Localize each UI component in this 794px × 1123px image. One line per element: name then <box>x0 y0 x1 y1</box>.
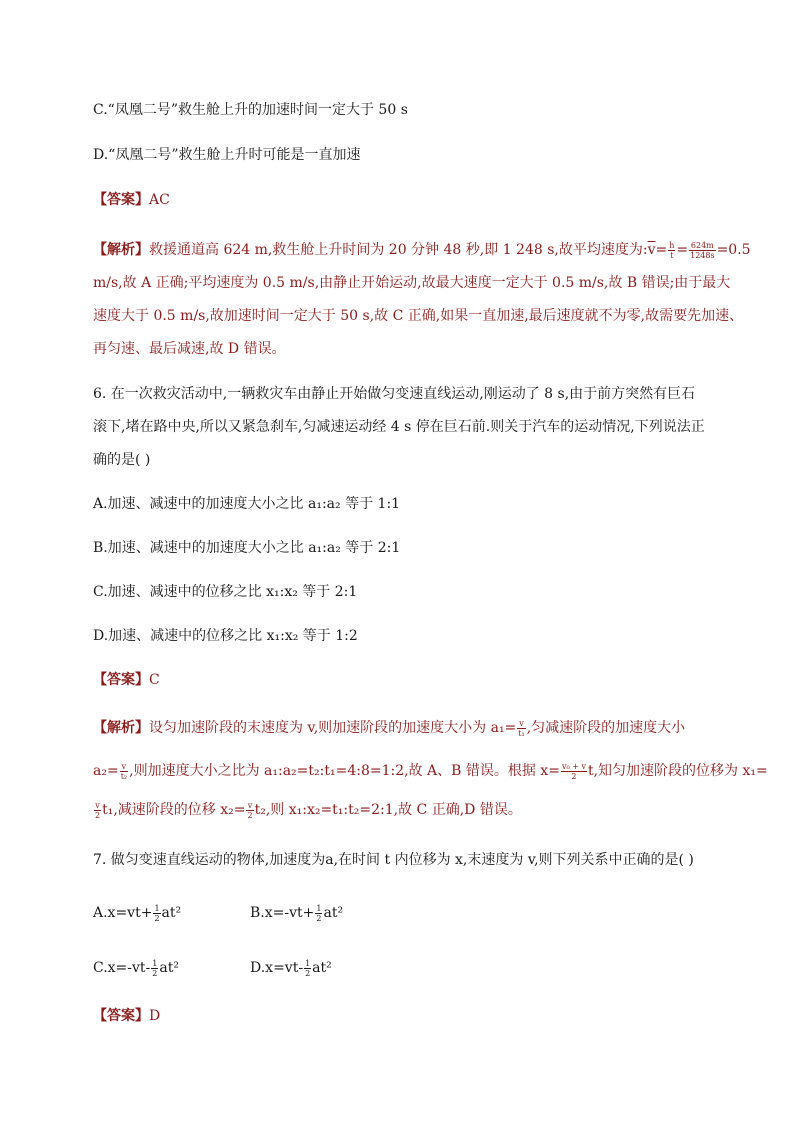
equals-1: = <box>655 242 668 258</box>
equals-2: = <box>676 242 689 258</box>
option-b-prefix: B.x=-vt+ <box>250 905 315 921</box>
fraction-v-over-2 <box>94 801 101 820</box>
option-b-tail: at² <box>323 905 344 921</box>
frac-den: 2 <box>316 913 322 923</box>
q6-stem-line-1: 6. 在一次救灾活动中,一辆救灾车由静止开始做匀变速直线运动,刚运动了 8 s,由于前方突然有巨石 <box>93 386 696 402</box>
frac-num: v <box>247 800 253 810</box>
fraction-v-over-2b <box>246 801 253 820</box>
q7-option-b <box>250 903 343 923</box>
answer-label: 【答案】 <box>93 672 149 688</box>
frac-den: 2 <box>305 968 311 978</box>
q6-analysis-text-3b: t₂,则 x₁:x₂=t₁:t₂=2:1,故 C 正确,D 错误。 <box>254 802 522 818</box>
q7-answer-value: D <box>149 1008 161 1024</box>
q7-option-d <box>250 958 332 978</box>
fraction-v-over-t1 <box>517 719 525 738</box>
q6-stem-line-2: 滚下,堵在路中央,所以又紧急刹车,匀减速运动经 4 s 停在巨石前.则关于汽车的运动情况,下列说法正 <box>93 419 705 435</box>
frac-num: 1 <box>152 958 158 968</box>
q7-options-row-2 <box>93 958 701 978</box>
q6-stem-line-3: 确的是( ) <box>93 452 151 468</box>
frac-den: 2 <box>571 771 577 781</box>
q6-answer-value: C <box>149 672 160 688</box>
frac-num: v₀ + v <box>561 761 586 771</box>
answer-label: 【答案】 <box>93 192 149 208</box>
q6-analysis-text-1b: ,匀减速阶段的加速度大小 <box>526 720 686 736</box>
frac-num: 1 <box>305 958 311 968</box>
q6-option-b: B.加速、减速中的加速度大小之比 a₁:a₂ 等于 2:1 <box>93 540 401 556</box>
frac-num: v <box>121 761 127 771</box>
frac-num: v <box>519 718 524 728</box>
q5-option-d: D.“凤凰二号”救生舱上升时可能是一直加速 <box>93 147 361 163</box>
fraction-v0-plus-v-over-2 <box>561 762 587 781</box>
q6-analysis-line-3 <box>93 800 701 820</box>
q6-analysis-line-2 <box>93 761 768 781</box>
fraction-624-over-1248 <box>689 241 715 260</box>
analysis-label: 【解析】 <box>93 242 149 258</box>
q6-analysis-text-3a: t₁,减速阶段的位移 x₂= <box>102 802 246 818</box>
frac-num: 624m <box>690 240 714 250</box>
q5-analysis-line-2: m/s,故 A 正确;平均速度为 0.5 m/s,由静止开始运动,故最大速度一定大于 0.5 m/s,故 B 错误;由于最大 <box>93 275 731 291</box>
frac-den: 2 <box>247 810 253 820</box>
option-c-tail: at² <box>159 960 179 976</box>
option-d-prefix: D.x=vt- <box>250 960 304 976</box>
frac-den: 1248s <box>690 250 715 260</box>
frac-den: 2 <box>154 913 160 923</box>
fraction-one-half <box>304 959 311 978</box>
q7-stem: 7. 做匀变速直线运动的物体,加速度为a,在时间 t 内位移为 x,末速度为 v,则下列关系中正确的是( ) <box>93 852 694 868</box>
fraction-one-half <box>315 904 322 923</box>
q5-option-c: C.“凤凰二号”救生舱上升的加速时间一定大于 50 s <box>93 102 408 118</box>
q7-answer <box>93 1006 701 1026</box>
q6-answer <box>93 670 701 690</box>
q5-analysis-text-1: 救援通道高 624 m,救生舱上升时间为 20 分钟 48 秒,即 1 248 s,故平均速度为: <box>149 242 648 258</box>
frac-num: 1 <box>154 903 160 913</box>
q5-answer <box>93 190 701 210</box>
q7-option-a <box>93 905 181 921</box>
q6-analysis-text-2c: t,知匀加速阶段的位移为 x₁= <box>587 763 768 779</box>
q6-option-c: C.加速、减速中的位移之比 x₁:x₂ 等于 2:1 <box>93 584 358 600</box>
fraction-v-over-t2 <box>120 762 128 781</box>
answer-label: 【答案】 <box>93 1008 149 1024</box>
result-value: =0.5 <box>716 242 751 258</box>
frac-den: t₂ <box>120 771 128 781</box>
option-c-prefix: C.x=-vt- <box>93 960 151 976</box>
q6-option-a: A.加速、减速中的加速度大小之比 a₁:a₂ 等于 1:1 <box>93 496 401 512</box>
q6-option-d: D.加速、减速中的位移之比 x₁:x₂ 等于 1:2 <box>93 628 358 644</box>
q7-option-c <box>93 960 179 976</box>
q6-analysis-text-1: 设匀加速阶段的末速度为 v,则加速阶段的加速度大小为 a₁= <box>149 720 517 736</box>
frac-den: t <box>670 250 674 260</box>
option-a-tail: at² <box>161 905 182 921</box>
fraction-h-over-t <box>668 241 675 260</box>
frac-num: h <box>669 240 675 250</box>
q6-analysis-line-1 <box>93 718 701 738</box>
frac-num: v <box>95 800 100 810</box>
q6-analysis-text-2b: ,则加速度大小之比为 a₁:a₂=t₂:t₁=4:8=1:2,故 A、B 错误。根据 x= <box>129 763 560 779</box>
fraction-one-half <box>151 959 158 978</box>
option-d-tail: at² <box>312 960 332 976</box>
analysis-label: 【解析】 <box>93 720 149 736</box>
v-bar: $\overline{v}$ <box>647 242 656 258</box>
fraction-one-half <box>153 904 160 923</box>
frac-den: 2 <box>95 810 101 820</box>
frac-den: 2 <box>152 968 158 978</box>
q5-analysis-line-1 <box>93 240 751 260</box>
q6-analysis-text-2a: a₂= <box>93 763 119 779</box>
frac-den: t₁ <box>518 728 525 738</box>
q5-answer-value: AC <box>149 192 170 208</box>
q7-options-row-1 <box>93 903 701 923</box>
frac-num: 1 <box>316 903 322 913</box>
q5-analysis-line-3: 速度大于 0.5 m/s,故加速时间一定大于 50 s,故 C 正确,如果一直加速,最后速度就不为零,故需要先加速、 <box>93 308 744 324</box>
q5-analysis-line-4: 再匀速、最后减速,故 D 错误。 <box>93 341 286 357</box>
option-a-prefix: A.x=vt+ <box>93 905 153 921</box>
